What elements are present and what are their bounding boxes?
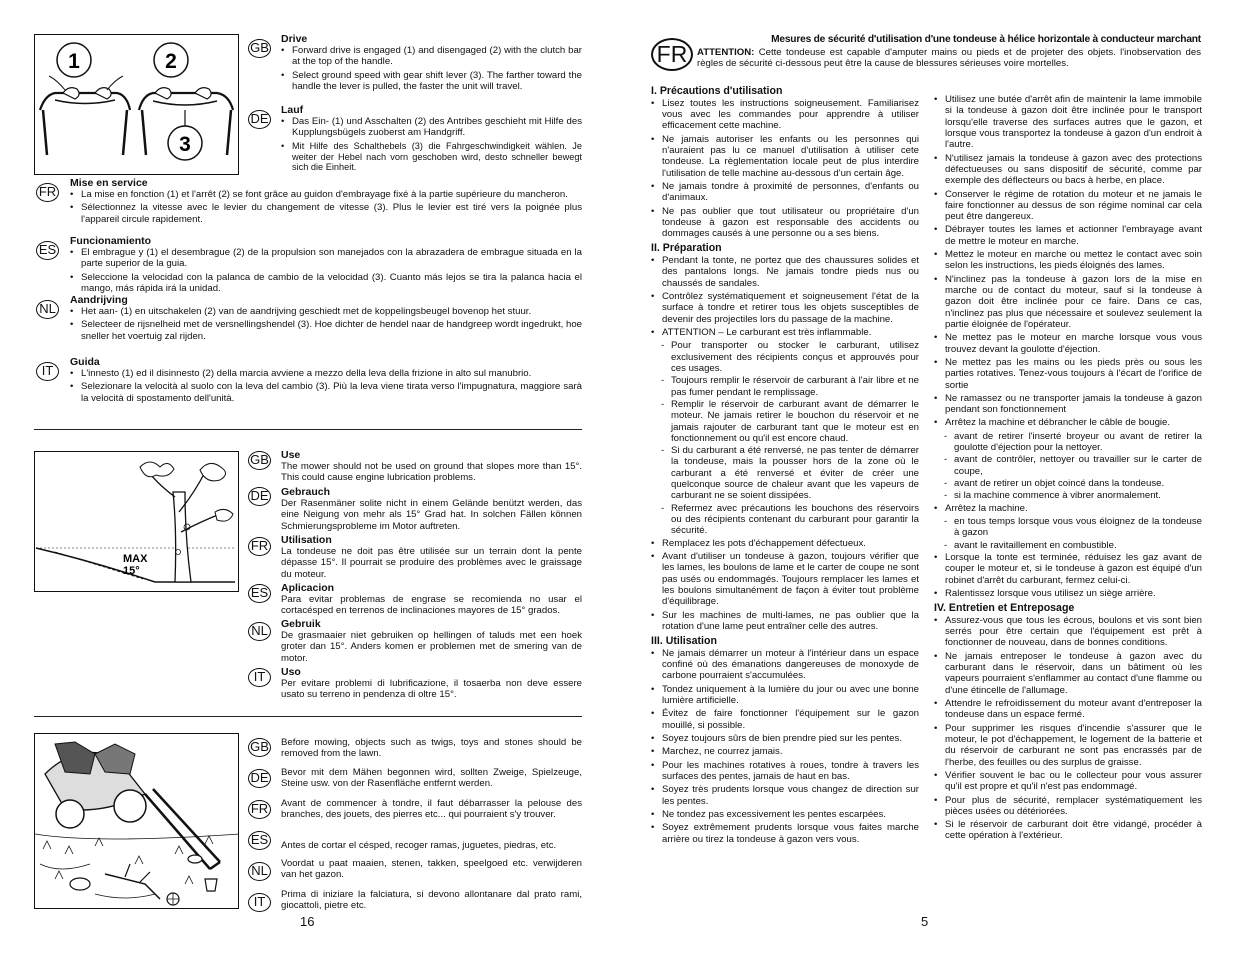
list-item: • Lorsque la tonte est terminée, réduisez les gaz avant de couper le moteur et, si le tondeuse à gazon est équipé d'un robinet d'arrêt du carburant, fermez celui-ci. (934, 552, 1202, 586)
sub-list-item: - Refermez avec précautions les bouchons des réservoirs ou des récipients contenant du carburant pour garantir la sécurité. (651, 503, 919, 537)
section-divider (34, 429, 582, 430)
list-item: • Soyez très prudents lorsque vous changez de direction sur les pentes. (651, 784, 919, 807)
right-column-2 (934, 94, 1202, 844)
use-fr-title: Utilisation (281, 534, 332, 546)
use-es-text: Para evitar problemas de engrase se recomienda no usar el cortacésped en terrenos de inclinaciones mayores de 15° grados. (281, 594, 582, 617)
lang-badge-nl: NL (36, 300, 59, 319)
slope-tree-illustration (35, 452, 239, 592)
sub-list-item: - avant de retirer l'inserté broyeur ou avant de retirer la goulotte d'éjection pour la nettoyer. (934, 431, 1202, 454)
use-es-block (281, 582, 582, 617)
use-gb-title: Use (281, 449, 301, 461)
before-fr-text: Avant de commencer à tondre, il faut débarrasser la pelouse des branches, des jouets, des pierres etc... qui pourraient s'y trouver. (281, 798, 582, 821)
sub-list-item: - si la machine commence à vibrer anormalement. (934, 490, 1202, 501)
list-item: • Pour supprimer les risques d'incendie s'assurer que le moteur, le pot d'échappement, le logement de la batterie et du réservoir de carburant ne sont pas encrassés par de l'herbe, des feuilles ou des surplus de graisse. (934, 723, 1202, 768)
list-item: • Ne pas oublier que tout utilisateur ou propriétaire d'un tondeuse à gazon est responsable des accidents ou dommages causés à une personne ou a ses biens. (651, 206, 919, 240)
sub-list-item: - avant de retirer un objet coincé dans la tondeuse. (934, 478, 1202, 489)
lang-badge-gb: GB (248, 39, 271, 58)
list-item: • ATTENTION – Le carburant est très inflammable. (651, 327, 919, 338)
drive-fr-title: Mise en service (70, 177, 148, 189)
drive-de-item: • Das Ein- (1) und Asschalten (2) des Antribes geschieht mit Hilfe des Kupplungsbügels zuoberst am Handgriff. (281, 116, 582, 139)
drive-de-item: • Mit Hilfe des Schalthebels (3) die Fahrgeschwindigkeit wählen. Je weiter der Hebel nach vorn geschoben wird, desto schneller bewegt sich die Einheit. (281, 141, 582, 174)
lang-badge-de: DE (248, 769, 271, 788)
right-column-1 (651, 82, 919, 847)
lang-badge-it: IT (248, 893, 271, 912)
before-de-text: Bevor mit dem Mähen begonnen wird, sollten Zweige, Spielzeuge, Steine usw. von der Rasenfläche entfernt werden. (281, 767, 582, 790)
list-item: • Pour plus de sécurité, remplacer systématiquement les pièces usées ou détériorées. (934, 795, 1202, 818)
bullet-list (651, 98, 919, 240)
use-de-text: Der Rasenmäner solite nicht in einem Gelände benützt werden, das eine Neigung von mehr als 15° Grad hat. In solchen Fällen können Schmierungsprobleme im Motor auftreten. (281, 498, 582, 532)
use-nl-text: De grasmaaier niet gebruiken op hellingen of taluds met een hoek groter dan 15°. Anders komen er problemen met de smering van de motor. (281, 630, 582, 664)
drive-gb-item: • Forward drive is engaged (1) and disengaged (2) with the clutch bar at the top of the handle. (281, 45, 582, 68)
list-item: • Sur les machines de multi-lames, ne pas oublier que la rotation d'une lame peut entraîner celle des autres. (651, 610, 919, 633)
lang-badge-gb: GB (248, 738, 271, 757)
fig-label-1: 1 (68, 50, 80, 73)
lawn-objects-figure (34, 733, 239, 909)
fig-label-3: 3 (179, 133, 191, 156)
list-item: • Pour les machines rotatives à roues, tondre à travers les surfaces des pentes, jamais de haut en bas. (651, 760, 919, 783)
drive-es-title: Funcionamiento (70, 235, 152, 247)
list-item: • Remplacez les pots d'échappement défectueux. (651, 538, 919, 549)
lang-badge-fr: FR (36, 183, 59, 202)
drive-it-item: • L'innesto (1) ed il disinnesto (2) della marcia avviene a mezzo della leva della frizione in alto sul manubrio. (70, 368, 582, 379)
list-item: • Mettez le moteur en marche ou mettez le contact avec soin selon les instructions, les pieds éloignés des lames. (934, 249, 1202, 272)
drive-de-title: Lauf (281, 104, 304, 116)
use-de-title: Gebrauch (281, 486, 331, 498)
list-item: • Pendant la tonte, ne portez que des chaussures solides et des pantalons longs. Ne jamais tondre pieds nus ou chaussés de sandales. (651, 255, 919, 289)
drive-nl-item: • Het aan- (1) en uitschakelen (2) van de aandrijving geschiedt met de koppelingsbeugel bovenop het stuur. (70, 306, 582, 317)
before-gb-text: Before mowing, objects such as twigs, toys and stones should be removed from the lawn. (281, 737, 582, 760)
before-es-text: Antes de cortar el césped, recoger ramas, juguetes, piedras, etc. (281, 840, 557, 851)
drive-it-item: • Selezionare la velocità al suolo con la leva del cambio (3). Più la leva viene tirata verso l'impugnatura, maggiore sarà la velocità di spostamento dell'unità. (70, 381, 582, 404)
drive-gb-item: • Select ground speed with gear shift lever (3). The farther toward the handle the lever is pulled, the faster the unit will travel. (281, 70, 582, 93)
drive-it-block (70, 356, 582, 406)
use-it-block (281, 666, 582, 701)
lang-badge-nl: NL (248, 862, 271, 881)
list-item: • Ne mettez pas les mains ou les pieds près ou sous les parties rotatives. Tenez-vous toujours à l'écart de l'orifice de sortie (934, 357, 1202, 391)
use-it-text: Per evitare problemi di lubrificazione, il tosaerba non deve essere usato su terreno in pendenza di oltre 15°. (281, 678, 582, 701)
lang-badge-fr: FR (248, 537, 271, 556)
lang-badge-fr-large: FR (651, 38, 693, 71)
list-item: • Évitez de faire fonctionner l'équipement sur le gazon mouillé, si possible. (651, 708, 919, 731)
drive-fr-item: • Sélectionnez la vitesse avec le levier du changement de vitesse (3). Plus le levier est tiré vers la poignée plus l'appareil circule rapidement. (70, 202, 582, 225)
drive-gb-title: Drive (281, 33, 308, 45)
drive-de-block (281, 104, 582, 175)
slope-max-label: MAX (123, 553, 148, 565)
sub-list-item: - avant le ravitaillement en combustible. (934, 540, 1202, 551)
lang-badge-fr: FR (248, 800, 271, 819)
drive-figure (34, 34, 239, 175)
drive-nl-title: Aandrijving (70, 294, 128, 306)
list-item: • N'utilisez jamais la tondeuse à gazon avec des protections défectueuses ou sans dispositif de sécurité, comme par exemple des déflecteurs ou bacs à herbe, en place. (934, 153, 1202, 187)
sub-list-item: - avant de contrôler, nettoyer ou travailler sur le carter de coupe, (934, 454, 1202, 477)
list-item: • Si le réservoir de carburant doit être vidangé, procéder à cette opération à l'extérieur. (934, 819, 1202, 842)
list-item: • Débrayer toutes les lames et actionner l'embrayage avant de mettre le moteur en marche. (934, 224, 1202, 247)
list-item: • Ne jamais tondre à proximité de personnes, d'enfants ou d'animaux. (651, 181, 919, 204)
list-item: • Arrêtez la machine. (934, 503, 1202, 514)
use-gb-text: The mower should not be used on ground that slopes more than 15°. This could cause engine lubrication problems. (281, 461, 582, 484)
list-item: • Soyez extrêmement prudents lorsque vous faites marche arrière ou tirez la tondeuse à gazon vers vous. (651, 822, 919, 845)
right-page-number: 5 (921, 914, 929, 929)
before-it-text: Prima di iniziare la falciatura, si devono allontanare dal prato rami, giocattoli, pietre etc. (281, 889, 582, 912)
list-item: • Ne ramassez ou ne transporter jamais la tondeuse à gazon pendant son fonctionnement (934, 393, 1202, 416)
lang-badge-it: IT (248, 668, 271, 687)
lang-badge-es: ES (248, 831, 271, 850)
section-heading: II. Préparation (651, 242, 722, 255)
use-de-block (281, 486, 582, 532)
lang-badge-gb: GB (248, 451, 271, 470)
drive-fr-item: • La mise en fonction (1) et l'arrêt (2) se font grâce au guidon d'embrayage fixé à la partie supérieure du mancheron. (70, 189, 582, 200)
sub-list-item: - Pour transporter ou stocker le carburant, utilisez exclusivement des récipients conçus et approuvés pour ces usages. (651, 340, 919, 374)
list-item: • Tondez uniquement à la lumière du jour ou avec une bonne lumière artificielle. (651, 684, 919, 707)
list-item: • Assurez-vous que tous les écrous, boulons et vis sont bien serrés pour être certain que l'équipement est prêt à fonctionner de nouveau, dans de bonnes conditions. (934, 615, 1202, 649)
list-item: • Avant d'utiliser un tondeuse à gazon, toujours vérifier que les lames, les boulons de lame et le carter de coupe ne sont pas usés ou endommagés. Toujours remplacer les lames et les boulons simultanément de façon à éviter tout problème d'équilibrage. (651, 551, 919, 608)
sub-list-item: - Remplir le réservoir de carburant avant de démarrer le moteur. Ne jamais retirer le bouchon du réservoir et ne jamais rajouter de carburant tant que le moteur est en fonctionnement ou qu'il est encore chaud. (651, 399, 919, 444)
list-item: • Marchez, ne courrez jamais. (651, 746, 919, 757)
lang-badge-de: DE (248, 110, 271, 129)
list-item: • Utilisez une butée d'arrêt afin de maintenir la lame immobile si la tondeuse à gazon doit être inclinée pour le transport lorsqu'elle traverse des surfaces autres que le gazon, et lorsque vous transportez la tondeuse à gazon d'un endroit à l'autre. (934, 94, 1202, 151)
list-item: • Contrôlez systématiquement et soigneusement l'état de la surface à tondre et retirer tous les objets susceptibles de devenir des projectiles lors du passage de la machine. (651, 291, 919, 325)
list-item: • Ne tondez pas excessivement les pentes escarpées. (651, 809, 919, 820)
drive-it-title: Guida (70, 356, 100, 368)
list-item: • Vérifier souvent le bac ou le collecteur pour vous assurer qu'il est propre et qu'il n'est pas endommagé. (934, 770, 1202, 793)
drive-es-item: • El embrague y (1) el desembrague (2) de la propulsion son manejados con la abrazadera de embrague situada en la parte superior de la guia. (70, 247, 582, 270)
before-nl-text: Voordat u paat maaien, stenen, takken, speelgoed etc. verwijderen van het gazon. (281, 858, 582, 881)
drive-nl-item: • Selecteer de rijsnelheid met de versnellingshendel (3). Hoe dichter de hendel naar de handgreep wordt ingedrukt, hoe sneller het voertuig zal rijden. (70, 319, 582, 342)
lang-badge-es: ES (36, 241, 59, 260)
fig-label-2: 2 (165, 50, 177, 73)
list-item: • Soyez toujours sûrs de bien prendre pied sur les pentes. (651, 733, 919, 744)
bullet-list (651, 255, 919, 632)
left-page-number: 16 (300, 914, 315, 929)
slope-figure (34, 451, 239, 592)
lang-badge-it: IT (36, 362, 59, 381)
slope-angle-label: 15° (123, 565, 140, 577)
use-fr-text: La tondeuse ne doit pas être utilisée sur un terrain dont la pente dépasse 15°. Il pourrait se produire des problèmes avec le graissage du moteur. (281, 546, 582, 580)
drive-nl-block (70, 294, 582, 344)
section-heading: I. Précautions d'utilisation (651, 85, 783, 97)
use-nl-title: Gebruik (281, 618, 321, 630)
mower-lawn-illustration (35, 734, 239, 909)
attention-label: ATTENTION: (697, 47, 755, 58)
list-item: • Attendre le refroidissement du moteur avant d'entreposer la tondeuse dans un espace fermé. (934, 698, 1202, 721)
list-item: • Ne jamais entreposer le tondeuse à gazon avec du carburant dans le réservoir, dans un bâtiment où les vapeurs pourraient s'enflammer au contact d'une flamme ou d'une étincelle de l'allumage. (934, 651, 1202, 696)
section-heading: III. Utilisation (651, 635, 717, 648)
sub-list-item: - en tous temps lorsque vous vous éloignez de la tondeuse à gazon (934, 516, 1202, 539)
list-item: • Conserver le régime de rotation du moteur et ne jamais le faire fonctionner au dessus de son régime nominal car cela peut être dangereux. (934, 189, 1202, 223)
drive-gb-block (281, 33, 582, 94)
list-item: • N'inclinez pas la tondeuse à gazon lors de la mise en marche ou de contact du moteur, sauf si la tondeuse à gazon doit être inclinée pour ce faire. Dans ce cas, n'inclinez pas plus que nécessaire et soulevez seulement la partie éloignée de l'opérateur. (934, 274, 1202, 331)
use-it-title: Uso (281, 666, 301, 678)
sub-list-item: - Si du carburant a été renversé, ne pas tenter de démarrer la tondeuse, mais la pousser hors de la zone où le carburant a été renversé et éviter de créer une quelconque source de chaleur avant que les vapeurs de carburant ne se soient dissipées. (651, 445, 919, 502)
use-nl-block (281, 618, 582, 664)
drive-es-item: • Seleccione la velocidad con la palanca de cambio de la velocidad (3). Cuanto más lejos se tira la palanca hacia el mango, más rápida irá la unidad. (70, 272, 582, 295)
list-item: • Ne jamais autoriser les enfants ou les personnes qui n'auraient pas lu ce manuel d'utilisation à utiliser cete tondeuse. La règlementation locale peut de plus interdire l'utilisation de telle machine au-dessous d'un certain âge. (651, 134, 919, 179)
list-item: • Ralentissez lorsque vous utilisez un siège arrière. (934, 588, 1202, 599)
bullet-list (651, 648, 919, 845)
bullet-list (934, 94, 1202, 599)
lang-badge-nl: NL (248, 622, 271, 641)
bullet-list (934, 615, 1202, 842)
attention-paragraph (697, 47, 1201, 70)
drive-es-block (70, 235, 582, 296)
lang-badge-es: ES (248, 584, 271, 603)
use-fr-block (281, 534, 582, 580)
use-gb-block (281, 449, 582, 484)
safety-title: Mesures de sécurité d'utilisation d'une tondeuse à hélice horizontale à conducteur marchant (771, 34, 1201, 45)
lang-badge-de: DE (248, 487, 271, 506)
drive-fr-block (70, 177, 582, 227)
use-es-title: Aplicacion (281, 582, 335, 594)
list-item: • Lisez toutes les instructions soigneusement. Familiarisez vous avec les commandes pour apprendre à utiliser efficacement cette machine. (651, 98, 919, 132)
sub-list-item: - Toujours remplir le réservoir de carburant à l'air libre et ne pas fumer pendant le remplissage. (651, 375, 919, 398)
section-divider (34, 716, 582, 717)
section-heading: IV. Entretien et Entreposage (934, 602, 1075, 615)
list-item: • Ne mettez pas le moteur en marche lorsque vous vous trouvez devant la goulotte d'éjection. (934, 332, 1202, 355)
attention-text: Cette tondeuse est capable d'amputer mains ou pieds et de projeter des objets. l'inobservation des règles de sécurité ci-dessous peut être la cause de blessures sérieuses voire mortelles. (697, 47, 1201, 70)
list-item: • Ne jamais démarrer un moteur à l'intérieur dans un espace confiné où des émanations dangereuses de monoxyde de carbone pourraient s'accumulées. (651, 648, 919, 682)
list-item: • Arrêtez la machine et débrancher le câble de bougie. (934, 417, 1202, 428)
drive-handle-illustration (35, 35, 239, 175)
